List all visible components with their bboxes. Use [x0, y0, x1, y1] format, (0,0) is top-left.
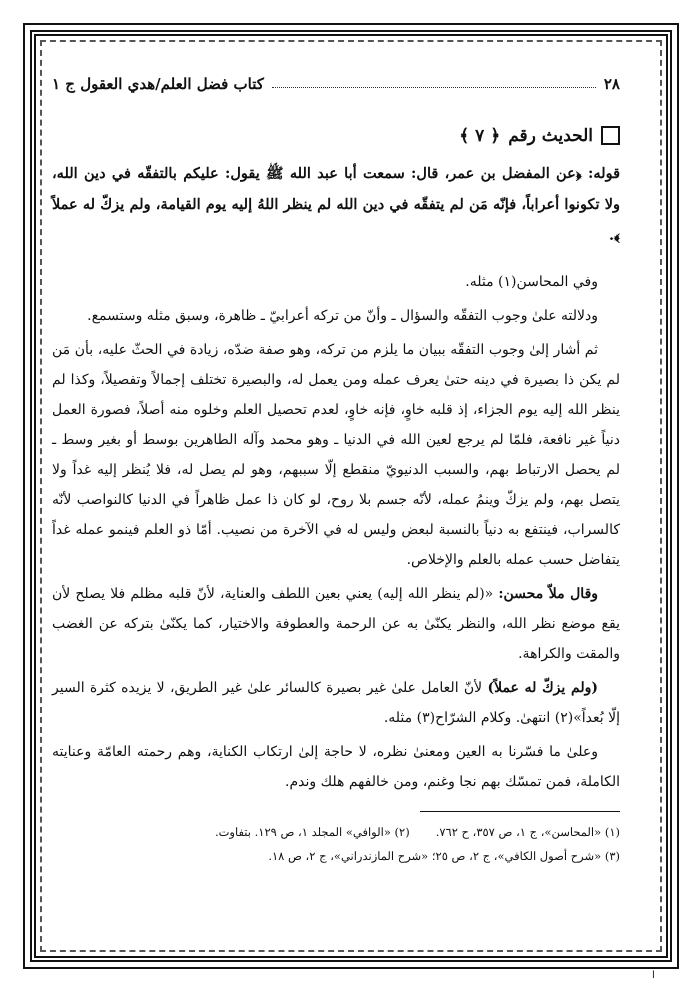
closing-paragraph: وعلىٰ ما فسّرنا به العين ومعنىٰ نظره، لا حاجة إلىٰ ارتكاب الكناية، وهم رحمته العامّة وعنايته الكاملة، فمن تمسّك بهم نجا وغنم، ومن خالفهم هلك وندم. [52, 744, 620, 790]
book-title: كتاب فضل العلم/هدي العقول ج ١ [52, 75, 264, 93]
footnotes [52, 820, 620, 868]
commentary [52, 267, 620, 797]
hadith-quote: قوله: ﴿عن المفضل بن عمر، قال: سمعت أبا عبد الله ﷺ يقول: عليكم بالتفقّه في دين الله، ولا تكونوا أعراباً، فإنّه مَن لم يتفقّه في دين الله لم ينظر اللهُ إليه يوم القيامة، ولم يزكّ له عملاً ﴾. [52, 165, 620, 244]
header-dot-leader [272, 87, 596, 88]
molla-paragraph [52, 579, 620, 669]
molla-text: «(لم ينظر الله إليه) يعني بعين اللطف والعناية، لأنّ قلبه مظلم فلا يصلح لأن يقع موضع نظر الله، والنظر يكنّىٰ به عن الرحمة والعطوفة والاختيار، كما يكنّىٰ بتركه عن الغضب والمقت والكراهة. [52, 586, 620, 662]
page-content [52, 75, 620, 868]
yazki-text: لأنّ العامل علىٰ غير بصيرة كالسائر علىٰ غير الطريق، لا يزيده كثرة السير إلّا بُعداً»(٢) انتهىٰ. وكلام الشرّاح(٣) مثله. [52, 680, 620, 726]
paragraph-1: وفي المحاسن(١) مثله. [465, 274, 598, 290]
footnote-1: (١) «المحاسن»، ج ١، ص ٣٥٧، ح ٧٦٢. [435, 825, 620, 839]
footnote-2: (٢) «الوافي» المجلد ١، ص ١٢٩. بتفاوت. [214, 825, 410, 839]
corner-mark: ا [652, 970, 655, 981]
footnote-row [52, 820, 620, 844]
running-header [52, 75, 620, 97]
molla-label: وقال ملاّ محسن: [498, 586, 599, 602]
hadith-heading [52, 125, 620, 146]
paragraph-3: ثم أشار إلىٰ وجوب التفقّه ببيان ما يلزم من تركه، وهو صفة ضدّه، زيادة في الحثّ عليه، بأن مَن لم يكن ذا بصيرة في دينه حتىٰ يعرف عمله ومن يعمل له، والبصيرة تختلف إجمالاً وتفصيلاً، وكذا لم ينظر الله إليه يوم الجزاء، إذ قلبه خاوٍ، فإنه خاوٍ، لعدم تحصيل العلم وخلوه منه أصلاً، فصورة العمل دنياً غير نافعة، فلمّا لم يرجع لعين الله في الدنيا ـ وهو محمد وآله الطاهرين بوسط أو بغير وسط ـ لم يحصل الارتباط بهم، والسبب الدنيويّ منقطع إلّا سببهم، وهو لم يصل له، فلا يُنظر إليه غداً ولا يتصل بهم، ولم يزكّ وينمُ عمله، لأنّه جسم بلا روح، لو كان ذا عمل ظاهراً في الدنيا كالنواصب لأنّه كالسراب، فينتفع به دنياً بالنسبة لبعض وليس له في الآخرة من نصيب. أمّا ذو العلم فينمو عمله غداً يتفاضل حسب عمله بالعلم والإخلاص. [52, 342, 620, 568]
footnote-3: (٣) «شرح أصول الكافي»، ج ٢، ص ٢٥؛ «شرح المازندراني»، ج ٢، ص ١٨. [268, 849, 620, 863]
square-bullet-icon [601, 126, 620, 145]
yazki-paragraph [52, 673, 620, 733]
paragraph-2: ودلالته علىٰ وجوب التفقّه والسؤال ـ وأنّ من تركه أعرابيّ ـ ظاهرة، وسبق مثله وستسمع. [87, 308, 598, 324]
page-number: ٢٨ [603, 75, 620, 93]
heading-label: الحديث رقم [508, 125, 593, 146]
footnote-divider [420, 811, 620, 812]
heading-number: ﴿ ٧ ﴾ [459, 126, 501, 146]
yazki-label: (ولم يزكّ له عملاً) [487, 680, 598, 696]
